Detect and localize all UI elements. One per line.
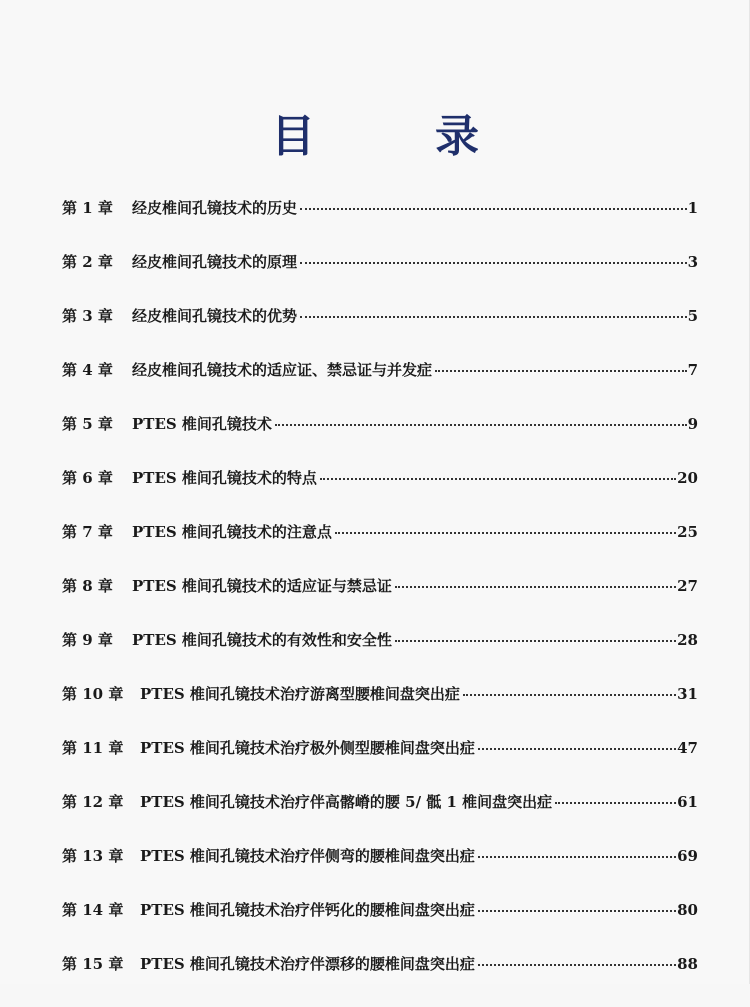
toc-entry — [62, 575, 698, 629]
toc-entry — [62, 899, 698, 953]
toc-chapter-number: 第 6 章 — [62, 469, 113, 487]
toc-leader-dots — [275, 424, 687, 426]
toc-chapter-title: 经皮椎间孔镜技术的历史 — [132, 199, 298, 217]
toc-chapter-title: PTES 椎间孔镜技术的适应证与禁忌证 — [132, 577, 392, 595]
toc-chapter-title: PTES 椎间孔镜技术治疗伴高髂嵴的腰 5/ 骶 1 椎间盘突出症 — [140, 793, 553, 811]
toc-chapter-number: 第 14 章 — [62, 901, 124, 919]
toc-chapter-number: 第 1 章 — [62, 199, 113, 217]
toc-leader-dots — [395, 586, 676, 588]
toc-leader-dots — [463, 694, 676, 696]
toc-chapter-title: PTES 椎间孔镜技术的注意点 — [132, 523, 332, 541]
toc-leader-dots — [300, 262, 687, 264]
toc-page-number: 7 — [687, 361, 698, 379]
toc-leader-dots — [300, 316, 687, 318]
toc-page-number: 80 — [677, 901, 698, 919]
toc-entry — [62, 953, 698, 1007]
toc-chapter-title: PTES 椎间孔镜技术治疗伴侧弯的腰椎间盘突出症 — [140, 847, 475, 865]
toc-leader-dots — [478, 910, 676, 912]
toc-leader-dots — [555, 802, 676, 804]
toc-chapter-number: 第 11 章 — [62, 739, 124, 757]
toc-page-number: 69 — [677, 847, 698, 865]
toc-chapter-number: 第 9 章 — [62, 631, 113, 649]
toc-leader-dots — [478, 748, 676, 750]
toc-leader-dots — [300, 208, 687, 210]
toc-chapter-number: 第 4 章 — [62, 361, 113, 379]
toc-page-number: 5 — [687, 307, 698, 325]
toc-entry — [62, 251, 698, 305]
toc-page-number: 28 — [677, 631, 698, 649]
toc-chapter-title: PTES 椎间孔镜技术治疗游离型腰椎间盘突出症 — [140, 685, 460, 703]
toc-entry — [62, 305, 698, 359]
toc-page-number: 20 — [677, 469, 698, 487]
toc-leader-dots — [478, 856, 676, 858]
toc-chapter-title: PTES 椎间孔镜技术的特点 — [132, 469, 317, 487]
toc-chapter-number: 第 15 章 — [62, 955, 124, 973]
toc-entry — [62, 791, 698, 845]
toc-chapter-number: 第 10 章 — [62, 685, 124, 703]
toc-page-number: 3 — [687, 253, 698, 271]
toc-entry — [62, 413, 698, 467]
toc-chapter-number: 第 13 章 — [62, 847, 124, 865]
toc-chapter-title: PTES 椎间孔镜技术治疗极外侧型腰椎间盘突出症 — [140, 739, 475, 757]
toc-chapter-number: 第 7 章 — [62, 523, 113, 541]
toc-chapter-title: 经皮椎间孔镜技术的适应证、禁忌证与并发症 — [132, 361, 433, 379]
toc-leader-dots — [478, 964, 676, 966]
toc-chapter-title: 经皮椎间孔镜技术的优势 — [132, 307, 298, 325]
toc-chapter-number: 第 8 章 — [62, 577, 113, 595]
toc-chapter-title: PTES 椎间孔镜技术 — [132, 415, 272, 433]
toc-chapter-number: 第 3 章 — [62, 307, 113, 325]
toc-chapter-title: 经皮椎间孔镜技术的原理 — [132, 253, 298, 271]
toc-leader-dots — [435, 370, 687, 372]
toc-page-number: 25 — [677, 523, 698, 541]
toc-chapter-number: 第 2 章 — [62, 253, 113, 271]
toc-entry — [62, 629, 698, 683]
toc-page-number: 47 — [677, 739, 698, 757]
toc-entry — [62, 359, 698, 413]
table-of-contents — [62, 197, 698, 1007]
toc-chapter-title: PTES 椎间孔镜技术的有效性和安全性 — [132, 631, 392, 649]
toc-page-number: 27 — [677, 577, 698, 595]
toc-entry — [62, 521, 698, 575]
toc-page-number: 1 — [687, 199, 698, 217]
toc-page-number: 61 — [677, 793, 698, 811]
toc-entry — [62, 683, 698, 737]
toc-entry — [62, 197, 698, 251]
toc-chapter-title: PTES 椎间孔镜技术治疗伴钙化的腰椎间盘突出症 — [140, 901, 475, 919]
toc-page-number: 88 — [677, 955, 698, 973]
toc-entry — [62, 845, 698, 899]
toc-page-number: 31 — [677, 685, 698, 703]
toc-leader-dots — [395, 640, 676, 642]
toc-page-number: 9 — [687, 415, 698, 433]
toc-leader-dots — [320, 478, 676, 480]
toc-chapter-title: PTES 椎间孔镜技术治疗伴漂移的腰椎间盘突出症 — [140, 955, 475, 973]
toc-entry — [62, 737, 698, 791]
toc-leader-dots — [335, 532, 676, 534]
page-title: 目 录 — [271, 111, 517, 162]
toc-chapter-number: 第 12 章 — [62, 793, 124, 811]
toc-entry — [62, 467, 698, 521]
toc-chapter-number: 第 5 章 — [62, 415, 113, 433]
